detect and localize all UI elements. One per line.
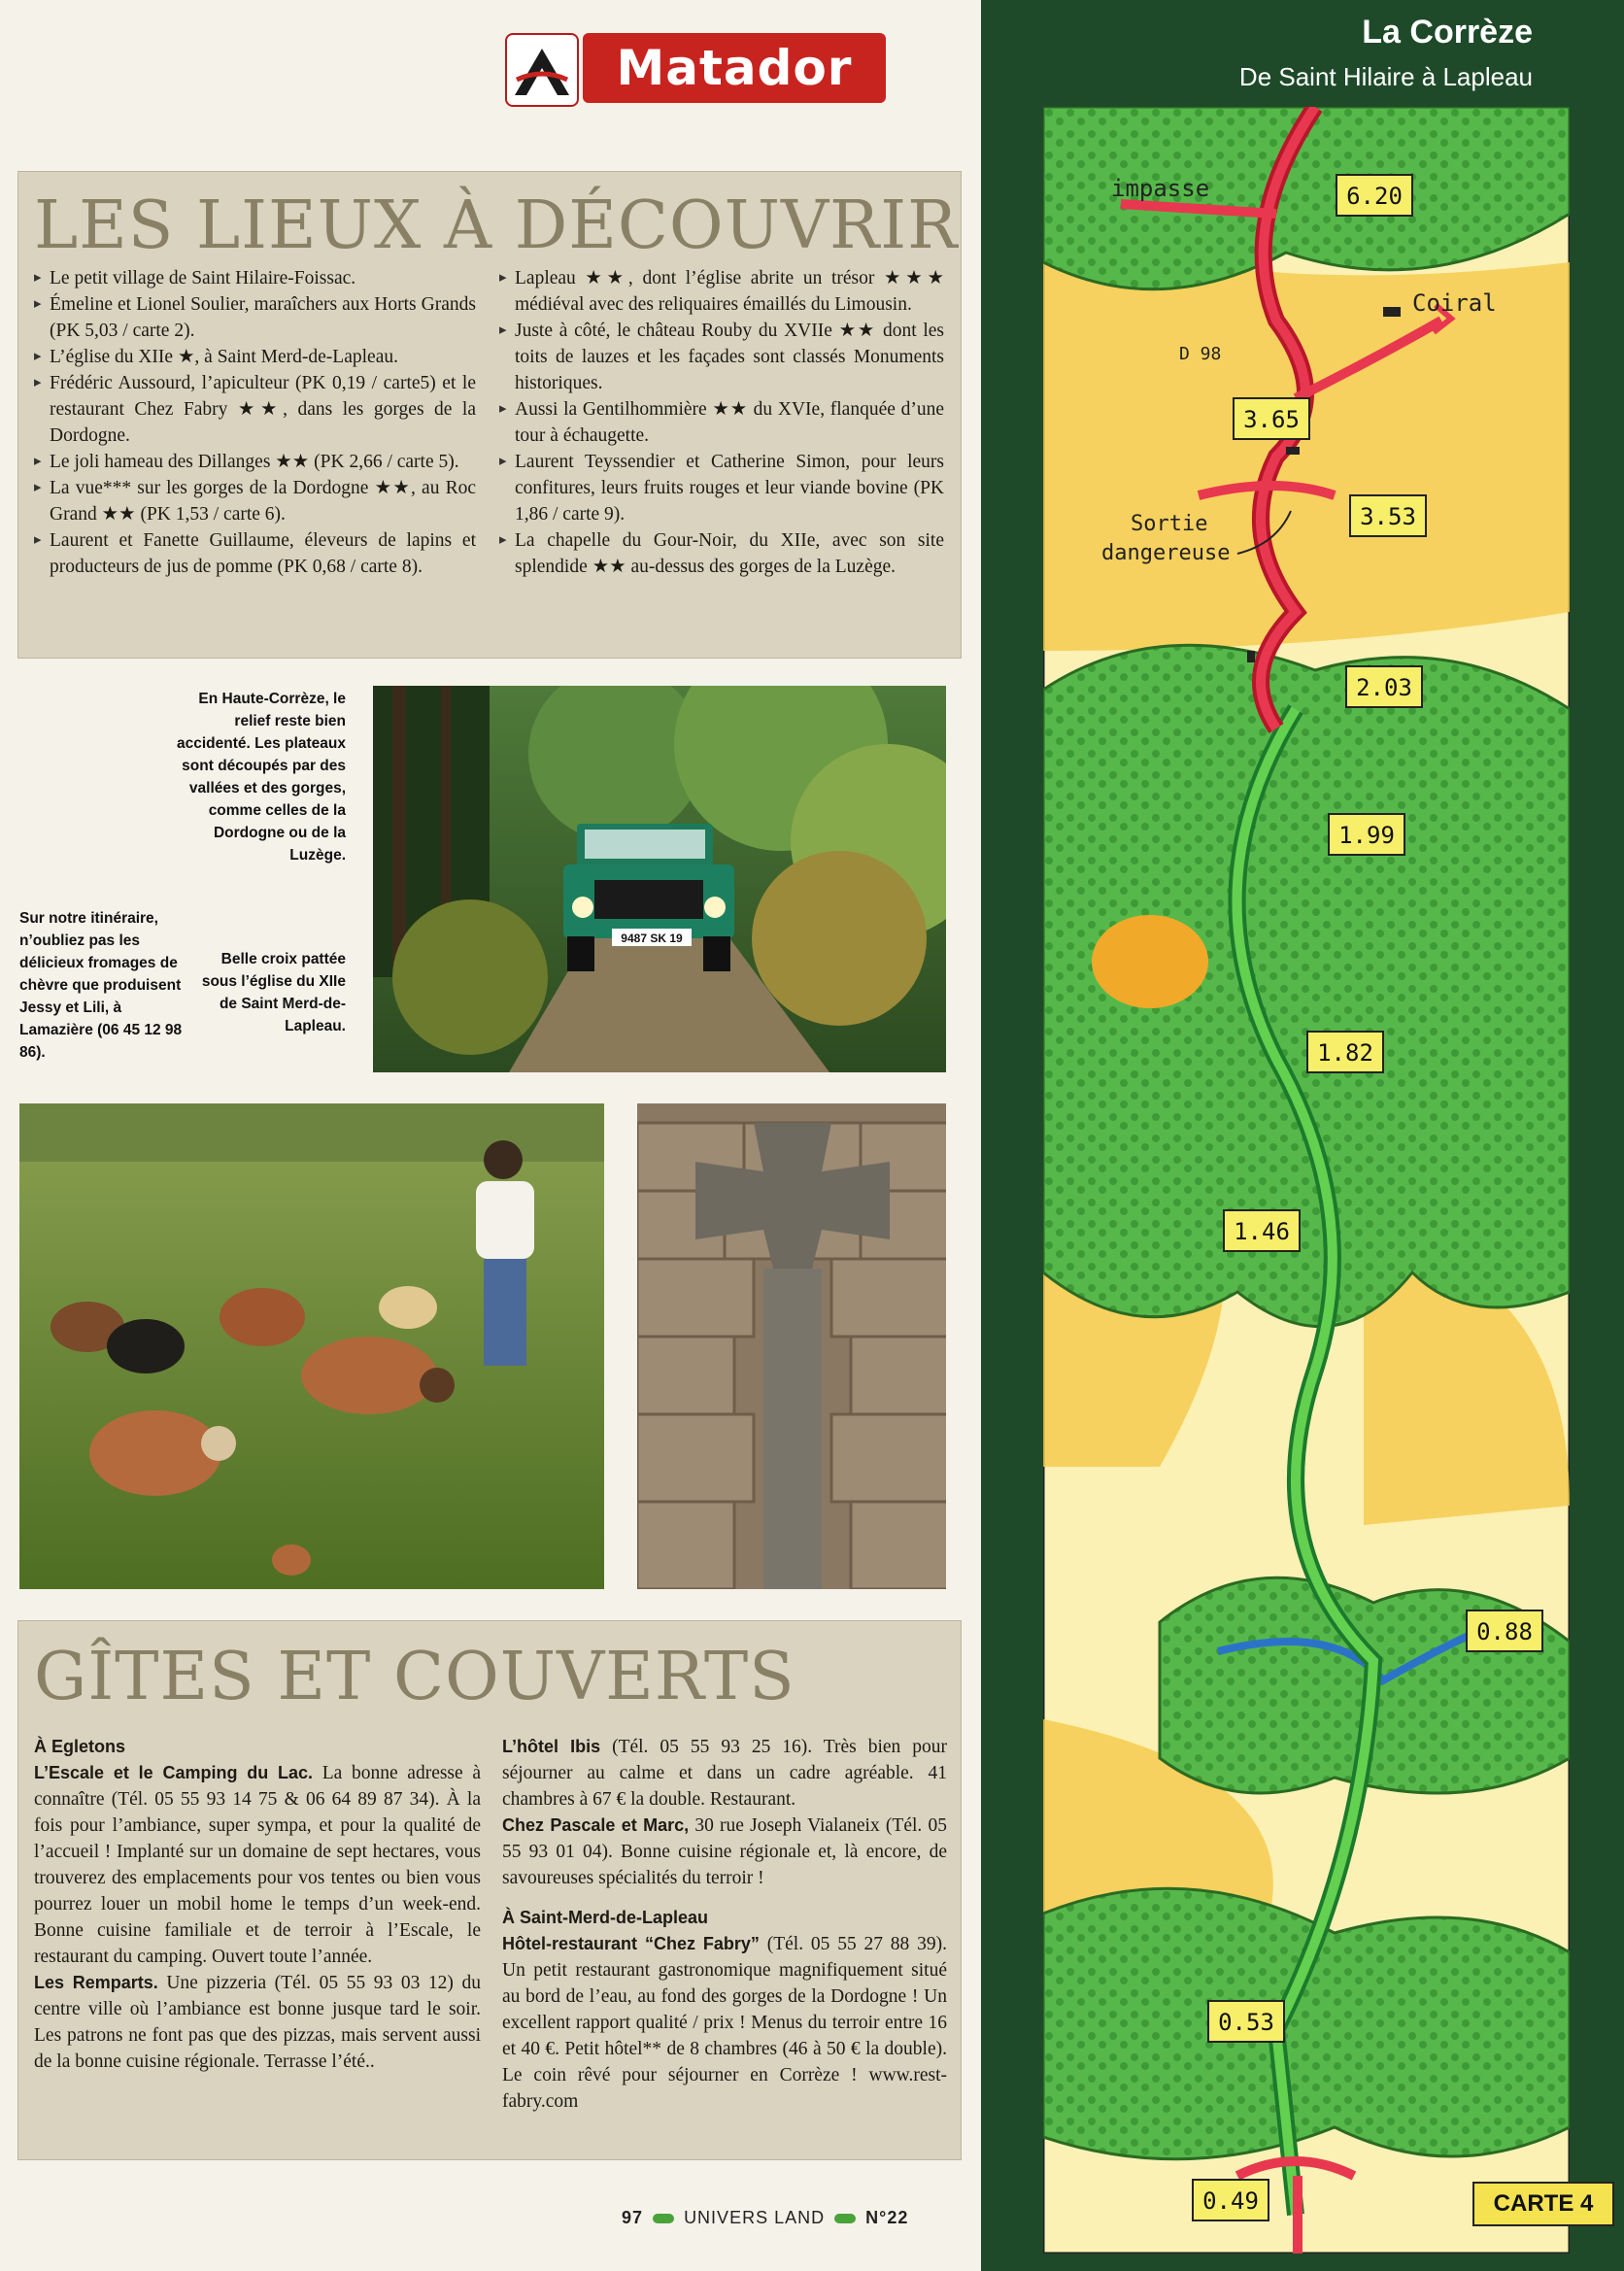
- venue-name: L’Escale et le Camping du Lac.: [34, 1763, 314, 1782]
- route-map: [1043, 107, 1570, 2254]
- venue-text: 30 rue Joseph Vialaneix (Tél. 05 55 93 01 04). Bonne cuisine régionale et, là encore, de savoureuses spécialités du terroir !: [502, 1815, 947, 1888]
- pk-marker: [1329, 814, 1404, 855]
- gites-column-1: [34, 1734, 481, 2075]
- label-sortie: Sortie: [1131, 512, 1208, 536]
- matador-logo: [505, 29, 894, 111]
- pk-marker: [1224, 1210, 1300, 1251]
- pk-marker: [1350, 495, 1426, 536]
- list-item: ▸ Laurent Teyssendier et Catherine Simon, pour leurs confitures, leurs fruits rouges et leur viande bovine (PK 1,86 / carte 9).: [499, 449, 944, 527]
- venue-name: Chez Pascale et Marc,: [502, 1815, 690, 1835]
- label-coiral: Coiral: [1412, 289, 1497, 317]
- magazine-name: UNIVERS LAND: [684, 2208, 826, 2227]
- list-item: ▸ Juste à côté, le château Rouby du XVIIe ★★ dont les toits de lauzes et les façades sont classés Monuments historiques.: [499, 318, 944, 396]
- license-plate: 9487 SK 19: [621, 932, 683, 945]
- pk-marker: [1208, 2001, 1284, 2042]
- pk-marker: [1307, 1032, 1383, 1072]
- carte-number: CARTE 4: [1472, 2182, 1614, 2226]
- pk-label: 2.03: [1356, 674, 1412, 701]
- map-subtitle: De Saint Hilaire à Lapleau: [1238, 62, 1533, 91]
- venue-name: Hôtel-restaurant “Chez Fabry”: [502, 1934, 760, 1953]
- gites-section: [17, 1620, 962, 2160]
- pk-marker: [1467, 1610, 1542, 1651]
- issue-number: N°22: [865, 2208, 909, 2227]
- list-item: ▸ La vue*** sur les gorges de la Dordogne ★★, au Roc Grand ★★ (PK 1,53 / carte 6).: [34, 475, 476, 527]
- list-item: ▸ Aussi la Gentilhommière ★★ du XVIe, flanquée d’une tour à échaugette.: [499, 396, 944, 449]
- lieux-column-2: [499, 265, 944, 580]
- pk-marker: [1346, 666, 1422, 707]
- caption-fromages: Sur notre itinéraire, n’oubliez pas les délicieux fromages de chèvre que produisent Jessy et Lili, à Lamazière (06 45 12 98 86).: [19, 910, 183, 1061]
- pk-marker: [1234, 398, 1309, 439]
- list-item: ▸ Émeline et Lionel Soulier, maraîchers aux Horts Grands (PK 5,03 / carte 2).: [34, 291, 476, 344]
- venue-text: (Tél. 05 55 93 25 16). Très bien pour séjourner au calme et dans un cadre agréable. 41 chambres à 67 € la double. Restaurant.: [502, 1737, 947, 1810]
- gites-column-2: [502, 1734, 947, 2115]
- list-item: ▸ L’église du XIIe ★, à Saint Merd-de-Lapleau.: [34, 344, 476, 370]
- pk-label: 6.20: [1346, 183, 1403, 210]
- list-item: ▸ La chapelle du Gour-Noir, du XIIe, avec son site splendide ★★ au-dessus des gorges de la Luzège.: [499, 527, 944, 580]
- pk-label: 1.82: [1317, 1039, 1373, 1067]
- pk-label: 0.88: [1476, 1618, 1533, 1645]
- pk-label: 1.99: [1338, 822, 1395, 849]
- jeep-photo: [373, 686, 946, 1072]
- label-impasse: impasse: [1111, 175, 1210, 202]
- venue-text: La bonne adresse à connaître (Tél. 05 55 93 14 75 & 06 64 89 87 34). À la fois pour l’ambiance, super sympa, et pour la qualité de l’accueil ! Implanté sur un domaine de sept hectares, vous trouverez des emplacements pour vos tentes ou bien vous pourrez louer un mobil home le temps d’un week-end. Bonne cuisine familiale et de terroir à l’Escale, le restaurant du camping. Ouvert toute l’année.: [34, 1763, 481, 1967]
- page-number: 97: [622, 2208, 644, 2227]
- pk-label: 0.53: [1218, 2009, 1274, 2036]
- list-item: ▸ Le petit village de Saint Hilaire-Foissac.: [34, 265, 476, 291]
- goats-photo: [19, 1103, 604, 1589]
- list-item: ▸ Lapleau ★★, dont l’église abrite un trésor ★★★ médiéval avec des reliquaires émaillés du Limousin.: [499, 265, 944, 318]
- map-title: La Corrèze: [1362, 14, 1533, 51]
- label-road: D 98: [1179, 344, 1222, 364]
- label-dangereuse: dangereuse: [1101, 541, 1231, 565]
- venue-text: (Tél. 05 55 27 88 39). Un petit restaurant gastronomique magnifiquement situé au bord de l’eau, au fond des gorges de la Dordogne ! Un excellent rapport qualité / prix ! Menus du terroir entre 16 et 40 €. Petit hôtel** de 8 chambres (46 à 50 € la double). Le coin rêvé pour séjourner en Corrèze ! www.rest-fabry.com: [502, 1934, 947, 2112]
- cross-photo: [637, 1103, 946, 1589]
- venue-name: L’hôtel Ibis: [502, 1737, 601, 1756]
- list-item: ▸ Le joli hameau des Dillanges ★★ (PK 2,66 / carte 5).: [34, 449, 476, 475]
- pk-marker: [1336, 175, 1412, 216]
- pk-label: 1.46: [1234, 1218, 1290, 1245]
- brand-name: Matador: [583, 33, 886, 103]
- right-page: [981, 0, 1624, 2271]
- list-item: ▸ Frédéric Aussourd, l’apiculteur (PK 0,19 / carte5) et le restaurant Chez Fabry ★★, dans les gorges de la Dordogne.: [34, 370, 476, 449]
- caption-relief: En Haute-Corrèze, le relief reste bien accidenté. Les plateaux sont découpés par des vallées et des gorges, comme celles de la Dordogne ou de la Luzège.: [176, 691, 346, 864]
- pk-label: 3.65: [1243, 406, 1300, 433]
- page-footer: [622, 2208, 971, 2228]
- list-item: ▸ Laurent et Fanette Guillaume, éleveurs de lapins et producteurs de jus de pomme (PK 0,68 / carte 8).: [34, 527, 476, 580]
- gites-title: GÎTES ET COUVERTS: [34, 1639, 795, 1715]
- pk-marker: [1193, 2180, 1269, 2220]
- lieux-title: LES LIEUX À DÉCOUVRIR: [34, 187, 959, 264]
- city-heading: À Saint-Merd-de-Lapleau: [502, 1908, 709, 1927]
- city-heading: À Egletons: [34, 1737, 126, 1756]
- pk-label: 3.53: [1360, 503, 1416, 530]
- pk-label: 0.49: [1202, 2187, 1259, 2215]
- venue-name: Les Remparts.: [34, 1973, 158, 1992]
- footer-dot-icon: [653, 2214, 674, 2223]
- caption-croix: Belle croix pattée sous l’église du XIIe de Saint Merd-de-Lapleau.: [201, 951, 346, 1034]
- venue-text: Une pizzeria (Tél. 05 55 93 03 12) du centre ville où l’ambiance est bonne jusque tard le soir. Les patrons ne font pas que des pizzas, mais servent aussi de la bonne cuisine régionale. Terrasse l’été..: [34, 1973, 481, 2072]
- lieux-column-1: [34, 265, 476, 580]
- lieux-section: [17, 171, 962, 659]
- matador-emblem-icon: [505, 33, 579, 107]
- footer-dot-icon: [834, 2214, 856, 2223]
